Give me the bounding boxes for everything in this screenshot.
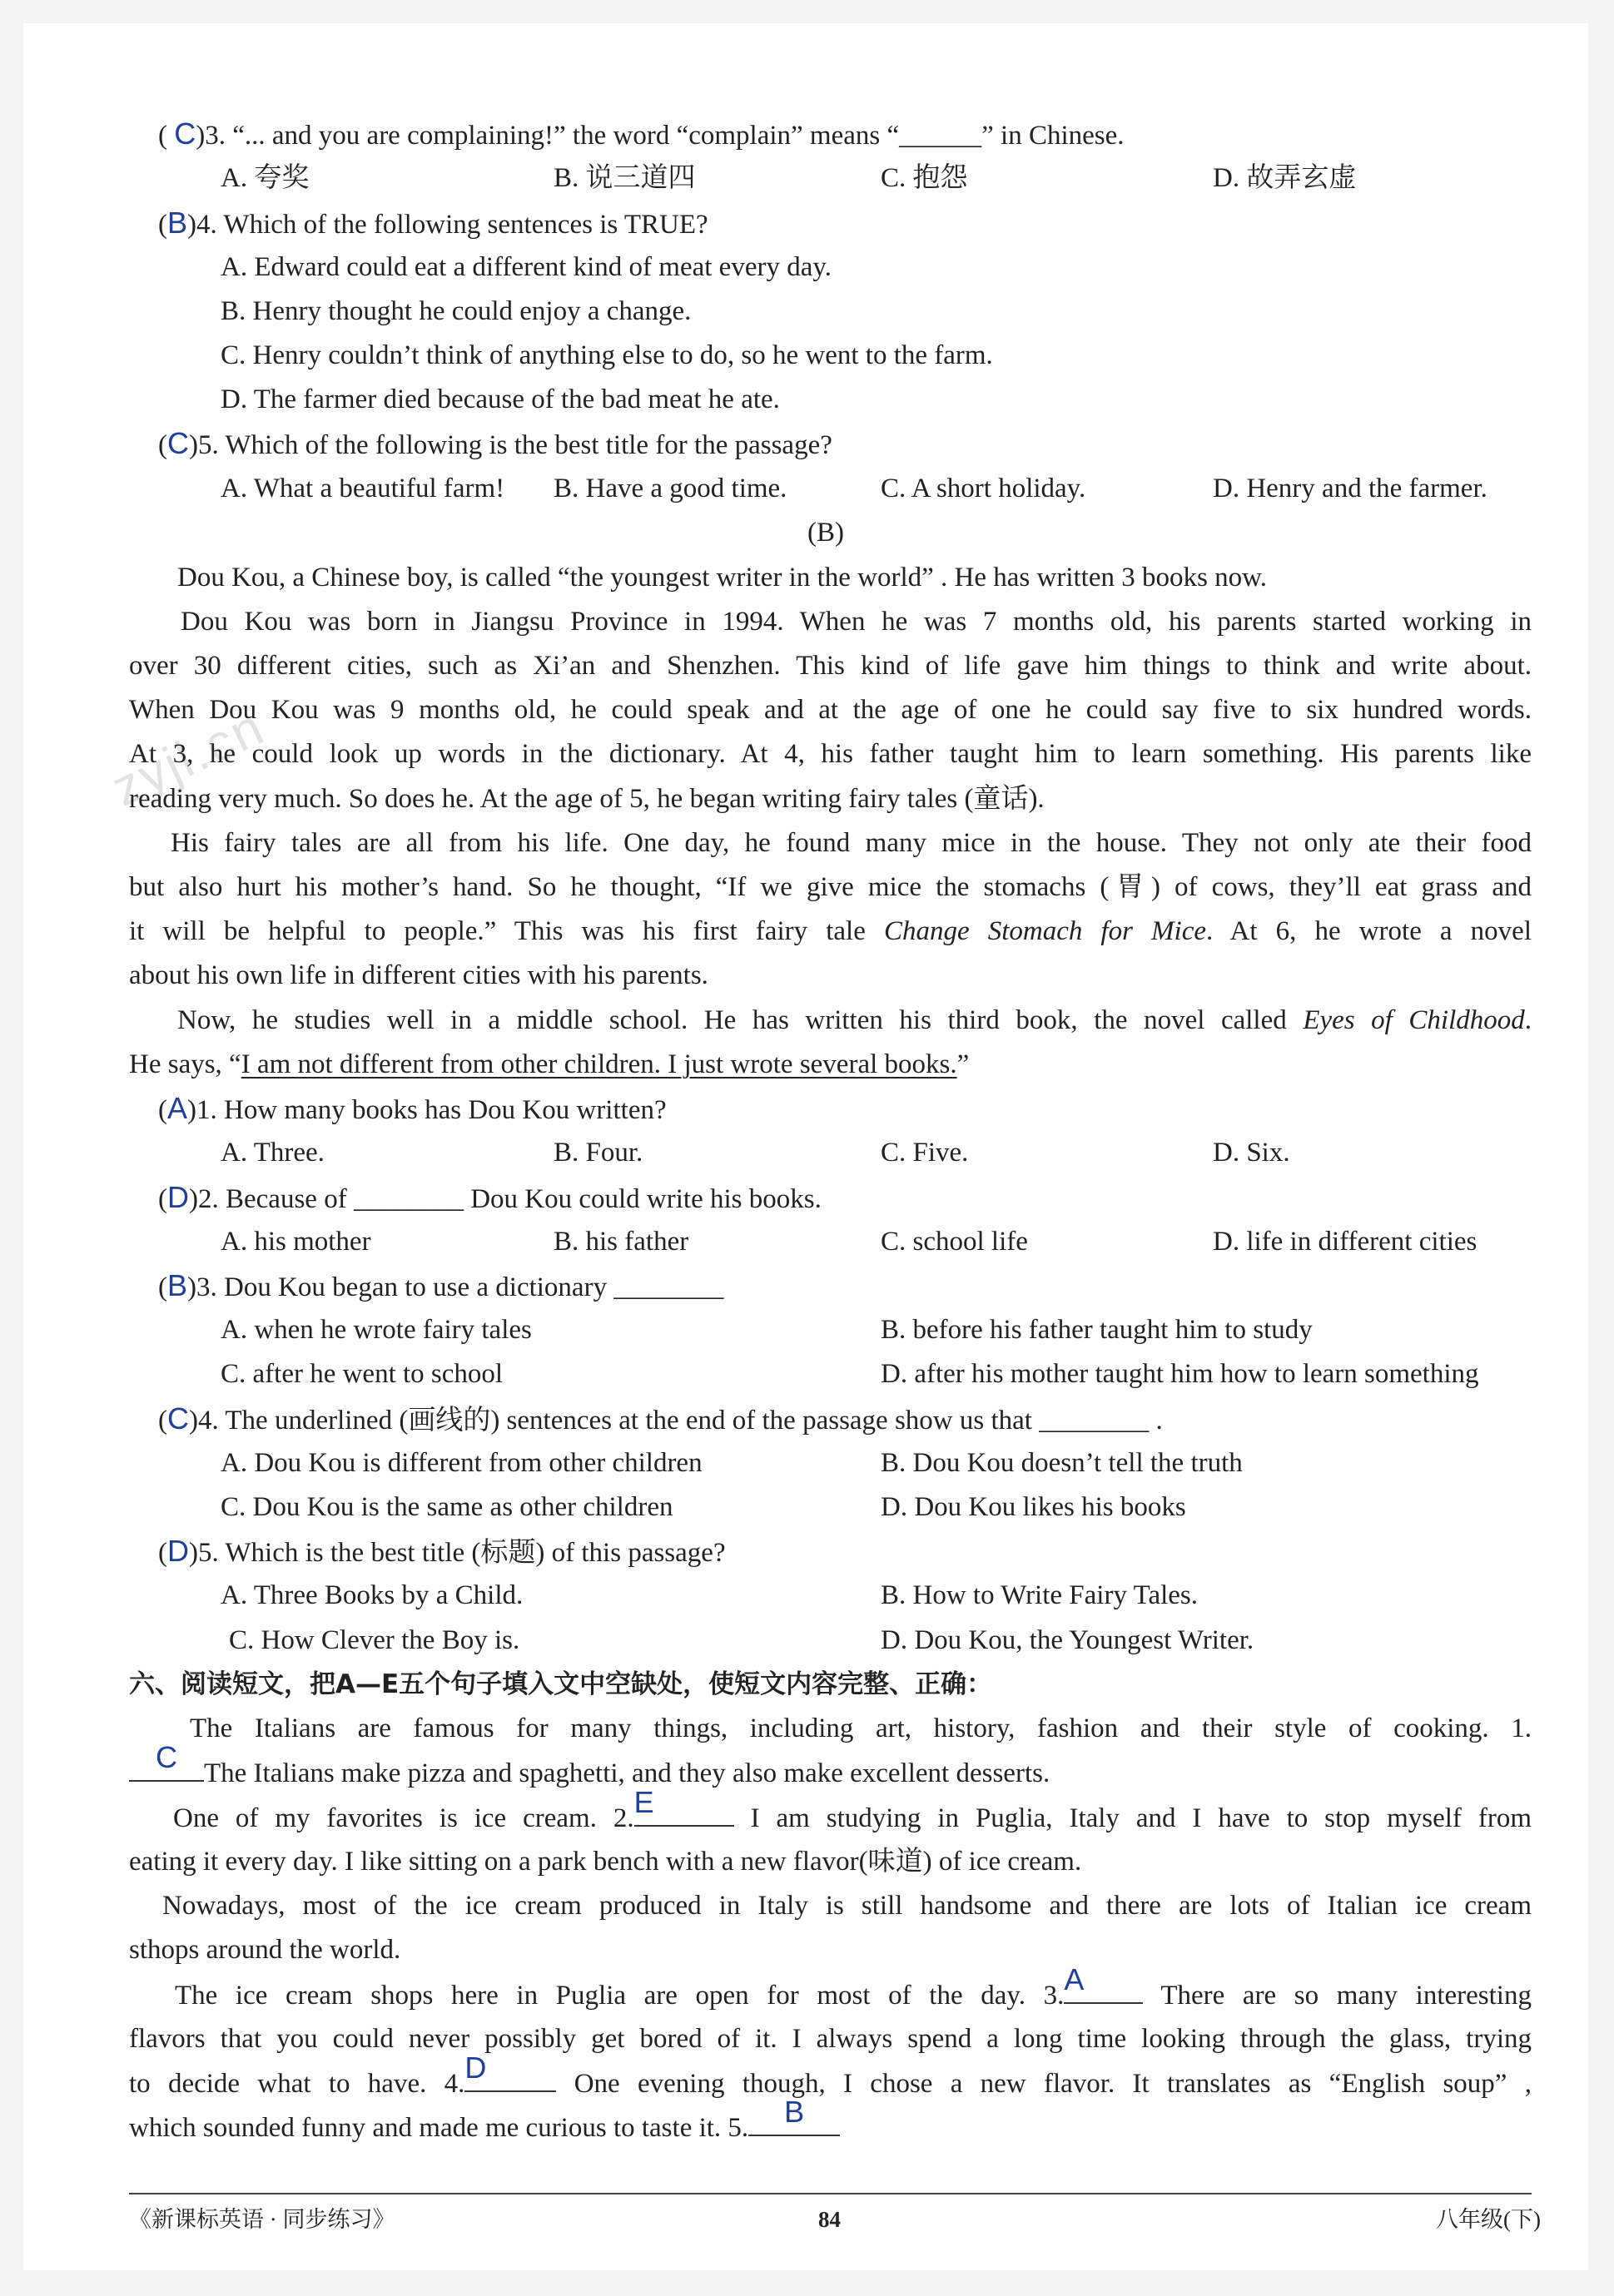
option-a: A. 夸奖 [221, 163, 310, 193]
section-b-label: (B) [807, 518, 844, 548]
question-b4: (C)4. The underlined (画线的) sentences at the end of the passage show us that ________ . [158, 1401, 1163, 1436]
blank: ________ [353, 1184, 464, 1214]
option-b: B. 说三道四 [554, 163, 696, 193]
question-4: (B)4. Which of the following sentences is TRUE? [158, 206, 708, 240]
option-c: C. Dou Kou is the same as other children [221, 1492, 673, 1522]
answer-blank: C [129, 1755, 204, 1782]
answer-blank: A [1064, 1977, 1143, 2004]
option-d: D. Dou Kou, the Youngest Writer. [881, 1625, 1254, 1655]
footer-rule [129, 2193, 1532, 2194]
answer-mark: C [167, 426, 189, 460]
paragraph-3-line: about his own life in different cities with his parents. [129, 960, 708, 990]
section-6-heading: 六、阅读短文，把A—E五个句子填入文中空缺处，使短文内容完整、正确： [129, 1669, 993, 1699]
watermark: zyjl.cn [103, 697, 274, 818]
option-b: B. Four. [554, 1138, 643, 1168]
option-b: B. Dou Kou doesn’t tell the truth [881, 1448, 1243, 1478]
paragraph-2-line: reading very much. So does he. At the age of 5, he began writing fairy tales (童话). [129, 784, 1045, 814]
option-d: D. after his mother taught him how to learn something [881, 1359, 1479, 1389]
paragraph-2-line: At 3, he could look up words in the dictionary. At 4, his father taught him to learn something. His parents like [129, 739, 1532, 769]
question-b5: (D)5. Which is the best title (标题) of this passage? [158, 1534, 726, 1568]
answer-mark: D [167, 1180, 189, 1214]
answer-blank: B [748, 2110, 840, 2136]
question-b1: (A)1. How many books has Dou Kou written? [158, 1091, 667, 1125]
paragraph-3-line: but also hurt his mother’s hand. So he thought, “If we give mice the stomachs (胃) of cows, they’ll eat grass and [129, 872, 1532, 902]
underlined-sentence: I am not different from other children. I just wrote several books. [241, 1049, 957, 1079]
paragraph-2-line: over 30 different cities, such as Xi’an and Shenzhen. This kind of life gave him things to think and write about. [129, 651, 1532, 681]
footer-book-title: 《新课标英语 · 同步练习》 [129, 2207, 395, 2232]
passage-line: C The Italians make pizza and spaghetti, and they also make excellent desserts. [129, 1755, 1050, 1791]
paren: ( [158, 121, 167, 151]
book-title: Change Stomach for Mice [883, 916, 1206, 946]
option-d: D. Six. [1213, 1138, 1290, 1168]
answer-mark: B [167, 206, 188, 240]
option-c: C. after he went to school [221, 1359, 504, 1389]
option-b: B. before his father taught him to study [881, 1315, 1313, 1345]
answer-blank: D [464, 2065, 556, 2092]
paragraph-3-line: His fairy tales are all from his life. One day, he found many mice in the house. They not only ate their food [171, 828, 1532, 858]
option-a: A. his mother [221, 1227, 371, 1257]
paragraph-3-line: it will be helpful to people.” This was his first fairy tale Change Stomach for Mice. At 6, he wrote a novel [129, 916, 1532, 946]
paragraph-4-line: He says, “I am not different from other children. I just wrote several books.” [129, 1049, 970, 1079]
question-b2: (D)2. Because of ________ Dou Kou could write his books. [158, 1180, 822, 1214]
book-title: Eyes of Childhood [1303, 1005, 1525, 1035]
option-a: A. Three Books by a Child. [221, 1580, 524, 1610]
passage-line: to decide what to have. 4. D One evening though, I chose a new flavor. It translates as “English soup” , [129, 2051, 1532, 2099]
option-b: B. his father [554, 1227, 689, 1257]
paragraph-4-line: Now, he studies well in a middle school. He has written his third book, the novel called Eyes of Childhood. [177, 1005, 1532, 1035]
option-d: D. life in different cities [1213, 1227, 1477, 1257]
option-c: C. Henry couldn’t think of anything else to do, so he went to the farm. [221, 340, 993, 370]
answer-mark: D [167, 1534, 189, 1568]
option-d: D. The farmer died because of the bad meat he ate. [221, 384, 780, 414]
option-d: D. 故弄玄虚 [1213, 163, 1357, 193]
page-number: 84 [818, 2207, 841, 2232]
option-c: C. school life [881, 1227, 1028, 1257]
answer-mark: C [174, 117, 196, 151]
option-a: A. Dou Kou is different from other children [221, 1448, 703, 1478]
footer-grade: 八年级(下) [1436, 2207, 1541, 2232]
option-c: C. 抱怨 [881, 163, 968, 193]
question-b3: (B)3. Dou Kou began to use a dictionary ________ [158, 1268, 724, 1302]
passage-line: sthops around the world. [129, 1935, 401, 1965]
question-3: ( C)3. “... and you are complaining!” the word “complain” means “______” in Chinese. [158, 117, 1125, 151]
option-c: C. How Clever the Boy is. [229, 1625, 520, 1655]
option-b: B. Henry thought he could enjoy a change. [221, 296, 692, 326]
option-d: D. Dou Kou likes his books [881, 1492, 1186, 1522]
option-d: D. Henry and the farmer. [1213, 474, 1487, 503]
answer-mark: C [167, 1401, 189, 1436]
passage-line: The Italians are famous for many things, including art, history, fashion and their style of cooking. 1. [190, 1713, 1532, 1743]
option-b: B. Have a good time. [554, 474, 787, 503]
answer-blank: E [634, 1800, 734, 1827]
option-a: A. What a beautiful farm! [221, 474, 505, 503]
paragraph-1: Dou Kou, a Chinese boy, is called “the youngest writer in the world” . He has written 3 books now. [177, 563, 1268, 593]
option-a: A. when he wrote fairy tales [221, 1315, 532, 1345]
option-b: B. How to Write Fairy Tales. [881, 1580, 1199, 1610]
passage-line: flavors that you could never possibly get bored of it. I always spend a long time looking through the glass, trying [129, 2024, 1532, 2054]
passage-line: eating it every day. I like sitting on a park bench with a new flavor(味道) of ice cream. [129, 1847, 1082, 1877]
passage-line: One of my favorites is ice cream. 2. E I am studying in Puglia, Italy and I have to stop myself from [173, 1785, 1532, 1833]
answer-mark: A [167, 1091, 188, 1125]
answer-mark: B [167, 1268, 188, 1302]
blank: ________ [1039, 1406, 1150, 1436]
passage-line: which sounded funny and made me curious to taste it. 5. B [129, 2110, 840, 2145]
option-c: C. A short holiday. [881, 474, 1086, 503]
option-a: A. Edward could eat a different kind of meat every day. [221, 252, 832, 282]
passage-line: Nowadays, most of the ice cream produced in Italy is still handsome and there are lots of Italian ice cream [162, 1891, 1532, 1921]
paragraph-2-line: Dou Kou was born in Jiangsu Province in 1994. When he was 7 months old, his parents started working in [181, 607, 1532, 637]
question-5: (C)5. Which of the following is the best title for the passage? [158, 426, 832, 460]
passage-line: The ice cream shops here in Puglia are open for most of the day. 3. A There are so many interesting [175, 1962, 1532, 2011]
option-c: C. Five. [881, 1138, 969, 1168]
option-a: A. Three. [221, 1138, 325, 1168]
blank: ______ [899, 121, 982, 151]
blank: ________ [613, 1272, 724, 1302]
paragraph-2-line: When Dou Kou was 9 months old, he could speak and at the age of one he could say five to six hundred words. [129, 695, 1532, 725]
